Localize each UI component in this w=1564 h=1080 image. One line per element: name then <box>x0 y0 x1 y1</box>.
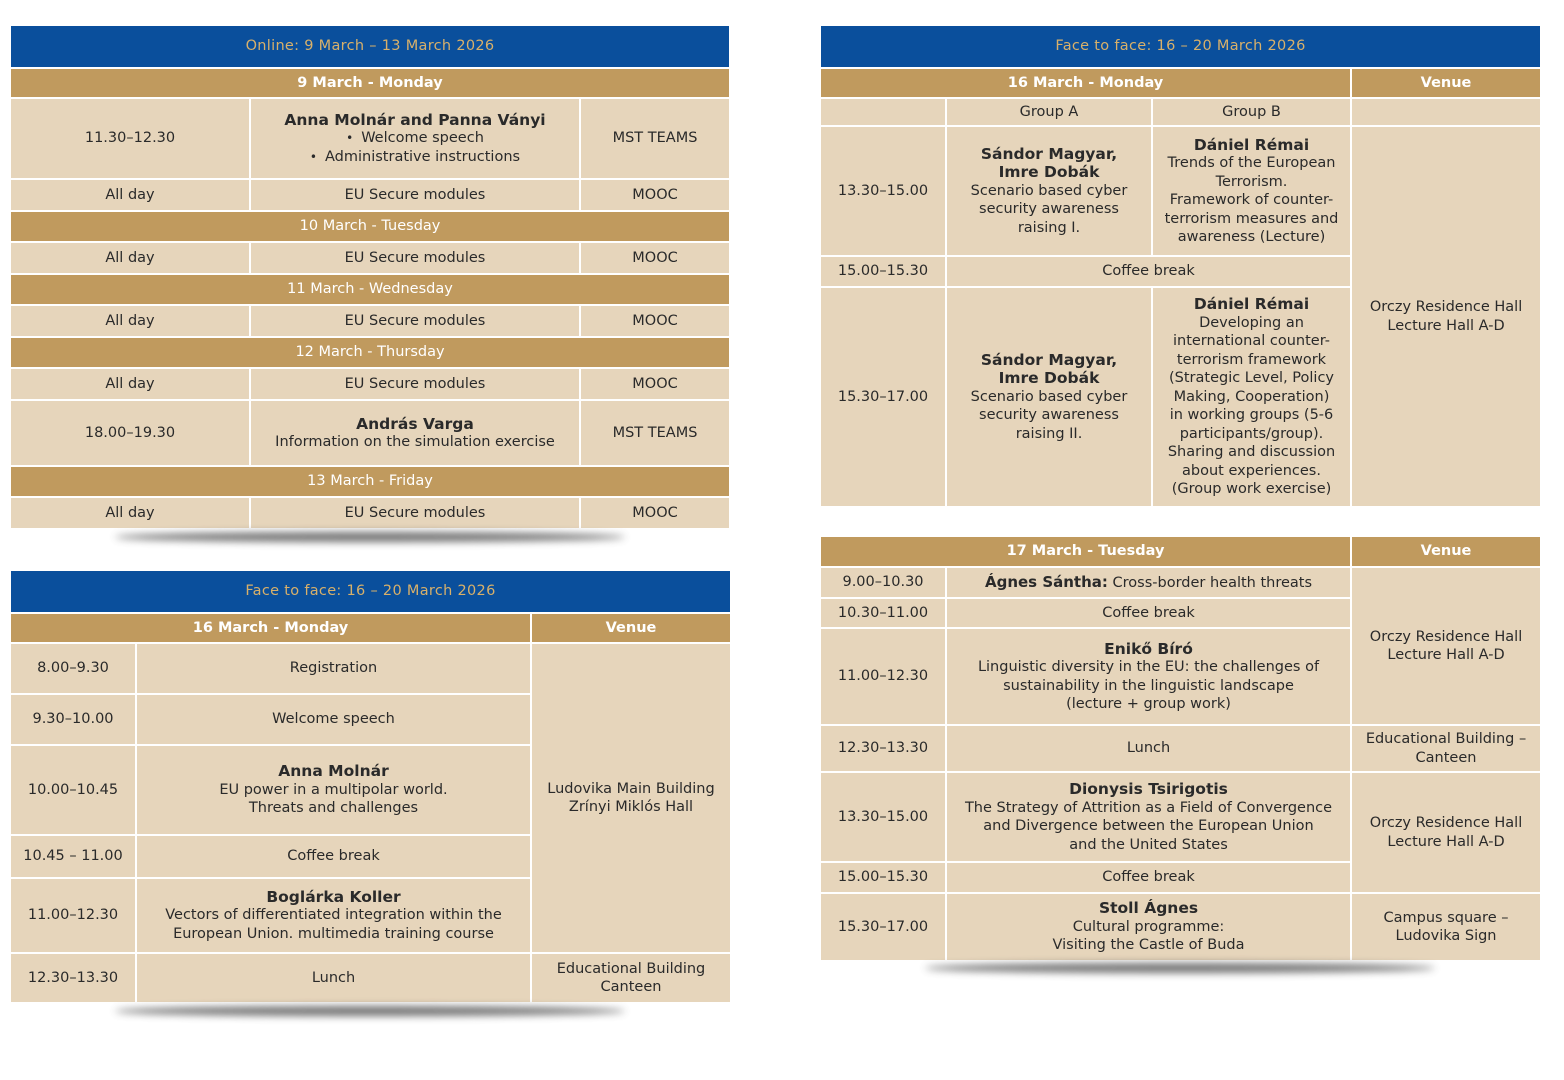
table-row: 10.30–11.00 Coffee break <box>820 598 1541 628</box>
f2f-groups-title: Face to face: 16 – 20 March 2026 <box>820 25 1541 68</box>
table-row: 15.30–17.00 Stoll Ágnes Cultural programme: Visiting the Castle of Buda Campus square – Ludovika Sign <box>820 893 1541 961</box>
tuesday-table <box>819 535 1542 962</box>
venue-header: Venue <box>531 613 731 643</box>
table-row: 10.45 – 11.00 Coffee break <box>10 835 731 878</box>
day-header-thu: 12 March - Thursday <box>10 337 730 368</box>
table-row: All day EU Secure modules MOOC <box>10 368 730 400</box>
table-row: 15.30–17.00 Sándor Magyar, Imre Dobák Scenario based cyber security awareness raising II. Dániel Rémai Developing an international counter- terrorism framework (Strategic Level, Policy Making, Cooperation) in working groups (5-6 participants/group). Sharing and discussion about experiences. (Group work exercise) <box>820 287 1541 507</box>
venue-cell: Orczy Residence Hall Lecture Hall A-D <box>1351 567 1541 725</box>
speaker-name: Boglárka Koller <box>266 887 401 906</box>
table-row: 11.00–12.30 Enikő Bíró Linguistic diversity in the EU: the challenges of sustainability in the linguistic landscape (lecture + group work) <box>820 628 1541 725</box>
day-header: 16 March - Monday <box>820 68 1351 98</box>
online-schedule <box>9 24 729 530</box>
f2f-groups-schedule <box>819 24 1540 508</box>
day-header-wed: 11 March - Wednesday <box>10 274 730 305</box>
day-header: 17 March - Tuesday <box>820 536 1351 567</box>
shadow-decoration <box>925 963 1435 973</box>
table-row: 18.00–19.30 András Varga Information on the simulation exercise MST TEAMS <box>10 400 730 466</box>
venue-cell: Orczy Residence Hall Lecture Hall A-D <box>1351 772 1541 893</box>
table-row: 15.00–15.30 Coffee break <box>820 862 1541 893</box>
group-b-header: Group B <box>1152 98 1351 126</box>
day-header: 16 March - Monday <box>10 613 531 643</box>
table-row: 12.30–13.30 Lunch Educational Building – Canteen <box>820 725 1541 772</box>
venue-cell: Campus square – Ludovika Sign <box>1351 893 1541 961</box>
shadow-decoration <box>115 532 625 542</box>
f2f-main-schedule <box>9 569 730 1004</box>
table-row: 13.30–15.00 Sándor Magyar, Imre Dobák Scenario based cyber security awareness raising I. Dániel Rémai Trends of the European Terrorism. Framework of counter- terrorism measures and awareness (Lecture) Orczy Residence Hall Lecture Hall A-D <box>820 126 1541 256</box>
online-title: Online: 9 March – 13 March 2026 <box>10 25 730 68</box>
f2f-main-table <box>9 569 732 1004</box>
tuesday-schedule <box>819 535 1540 962</box>
table-row: 15.00–15.30 Coffee break <box>820 256 1541 287</box>
bullet-list: • Welcome speech • Administrative instructions <box>257 129 573 166</box>
table-row: 11.00–12.30 Boglárka Koller Vectors of differentiated integration within the European Union. multimedia training course <box>10 878 731 953</box>
speaker-name: Anna Molnár and Panna Ványi <box>284 110 546 129</box>
table-row: All day EU Secure modules MOOC <box>10 242 730 274</box>
f2f-main-title: Face to face: 16 – 20 March 2026 <box>10 570 731 613</box>
speaker-name: Enikő Bíró <box>1104 639 1193 658</box>
table-row: All day EU Secure modules MOOC <box>10 179 730 211</box>
venue-cell: Orczy Residence Hall Lecture Hall A-D <box>1351 126 1541 507</box>
day-header-fri: 13 March - Friday <box>10 466 730 497</box>
table-row: 10.00–10.45 Anna Molnár EU power in a multipolar world. Threats and challenges <box>10 745 731 835</box>
speaker-name: Dionysis Tsirigotis <box>1069 780 1228 798</box>
venue-header: Venue <box>1351 68 1541 98</box>
day-header-mon: 9 March - Monday <box>10 68 730 98</box>
table-row: 13.30–15.00 Dionysis Tsirigotis The Strategy of Attrition as a Field of Convergence and Divergence between the European Union and the United States Orczy Residence Hall Lecture Hall A-D <box>820 772 1541 862</box>
speaker-name: Ágnes Sántha: <box>984 572 1108 591</box>
table-row: 12.30–13.30 Lunch Educational Building Canteen <box>10 953 731 1003</box>
speaker-name: Stoll Ágnes <box>1098 899 1199 918</box>
table-row: 11.30–12.30 Anna Molnár and Panna Ványi • Welcome speech • Administrative instructions MST TEAMS <box>10 98 730 179</box>
online-schedule-table <box>9 24 731 530</box>
speaker-name: András Varga <box>356 414 474 433</box>
f2f-groups-table <box>819 24 1542 508</box>
shadow-decoration <box>115 1006 625 1016</box>
venue-cell: Educational Building – Canteen <box>1351 725 1541 772</box>
venue-cell: Ludovika Main Building Zrínyi Miklós Hall <box>531 643 731 953</box>
group-a-header: Group A <box>946 98 1152 126</box>
venue-cell: Educational Building Canteen <box>531 953 731 1003</box>
table-row: 8.00–9.30 Registration Ludovika Main Building Zrínyi Miklós Hall <box>10 643 731 694</box>
table-row: 9.00–10.30 Ágnes Sántha: Cross-border health threats Orczy Residence Hall Lecture Hall A-D <box>820 567 1541 598</box>
table-row: All day EU Secure modules MOOC <box>10 305 730 337</box>
venue-header: Venue <box>1351 536 1541 567</box>
table-row: All day EU Secure modules MOOC <box>10 497 730 529</box>
speaker-name: Anna Molnár <box>278 762 389 781</box>
table-row: 9.30–10.00 Welcome speech <box>10 694 731 745</box>
day-header-tue: 10 March - Tuesday <box>10 211 730 242</box>
